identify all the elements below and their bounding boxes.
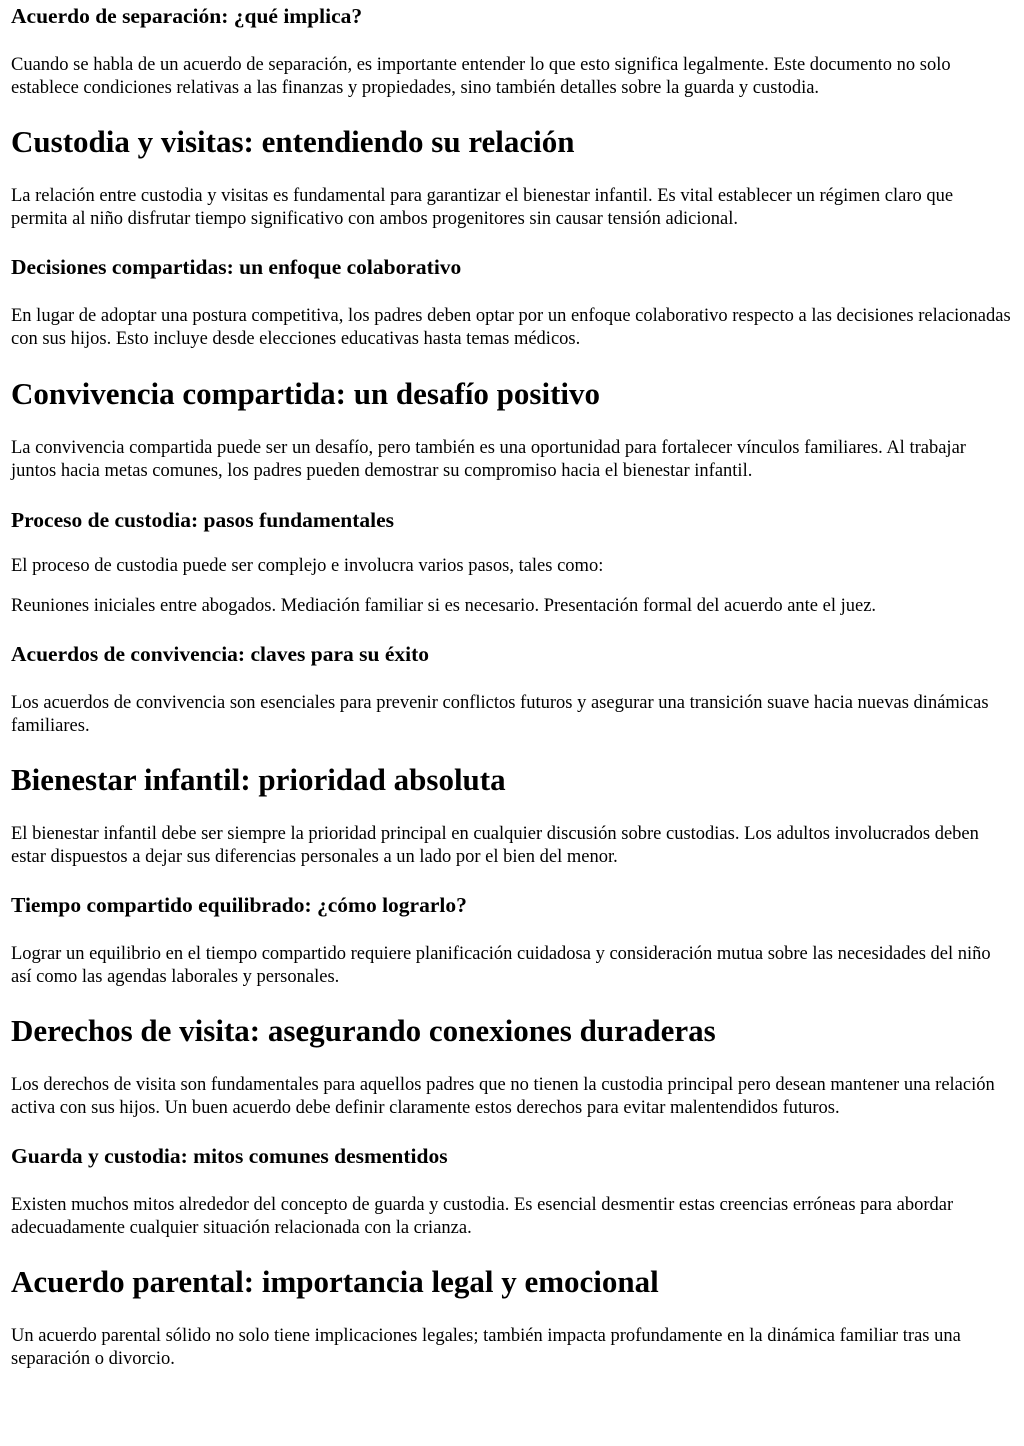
section-guarda-custodia-mitos [11, 1143, 1013, 1240]
section-acuerdo-separacion [11, 0, 1013, 100]
section-paragraph: Cuando se habla de un acuerdo de separación, es importante entender lo que esto significa legalmente. Este documento no solo establece condiciones relativas a las finanzas y propiedades, sino también detalles sobre la guarda y custodia. [11, 55, 951, 98]
section-heading: Proceso de custodia: pasos fundamentales [11, 508, 395, 532]
section-paragraph: El bienestar infantil debe ser siempre la prioridad principal en cualquier discusión sobre custodias. Los adultos involucrados deben estar dispuestos a dejar sus diferencias personales a un lado por el bien del menor. [11, 824, 979, 867]
section-heading: Tiempo compartido equilibrado: ¿cómo lograrlo? [11, 893, 467, 917]
section-paragraph: Reuniones iniciales entre abogados. Mediación familiar si es necesario. Presentación formal del acuerdo ante el juez. [11, 596, 877, 616]
section-paragraph: En lugar de adoptar una postura competitiva, los padres deben optar por un enfoque colaborativo respecto a las decisiones relacionadas con sus hijos. Esto incluye desde elecciones educativas hasta temas médicos. [11, 306, 1011, 349]
section-paragraph: Un acuerdo parental sólido no solo tiene implicaciones legales; también impacta profundamente en la dinámica familiar tras una separación o divorcio. [11, 1326, 961, 1369]
section-heading: Acuerdo parental: importancia legal y emocional [11, 1264, 659, 1299]
section-convivencia-compartida [11, 376, 1013, 483]
section-derechos-visita [11, 1013, 1013, 1120]
section-heading: Convivencia compartida: un desafío positivo [11, 376, 601, 411]
section-heading: Custodia y visitas: entendiendo su relación [11, 124, 575, 159]
section-paragraph: Existen muchos mitos alrededor del concepto de guarda y custodia. Es esencial desmentir estas creencias erróneas para abordar adecuadamente cualquier situación relacionada con la crianza. [11, 1195, 954, 1238]
section-decisiones-compartidas [11, 254, 1013, 351]
section-heading: Decisiones compartidas: un enfoque colaborativo [11, 255, 462, 279]
section-bienestar-infantil [11, 762, 1013, 869]
section-paragraph: La convivencia compartida puede ser un desafío, pero también es una oportunidad para fortalecer vínculos familiares. Al trabajar juntos hacia metas comunes, los padres pueden demostrar su compromiso hacia el bienestar infantil. [11, 438, 966, 481]
section-heading: Derechos de visita: asegurando conexiones duraderas [11, 1013, 716, 1048]
section-custodia-visitas [11, 124, 1013, 231]
section-proceso-custodia [11, 507, 1013, 618]
section-tiempo-compartido [11, 892, 1013, 989]
section-paragraph: El proceso de custodia puede ser complejo e involucra varios pasos, tales como: [11, 556, 604, 576]
section-heading: Acuerdo de separación: ¿qué implica? [11, 4, 363, 28]
section-heading: Acuerdos de convivencia: claves para su éxito [11, 642, 430, 666]
section-acuerdo-parental [11, 1264, 1013, 1371]
section-paragraph: Lograr un equilibrio en el tiempo compartido requiere planificación cuidadosa y consideración mutua sobre las necesidades del niño así como las agendas laborales y personales. [11, 944, 991, 987]
section-heading: Guarda y custodia: mitos comunes desmentidos [11, 1144, 448, 1168]
section-paragraph: La relación entre custodia y visitas es fundamental para garantizar el bienestar infantil. Es vital establecer un régimen claro que permita al niño disfrutar tiempo significativo con ambos progenitores sin causar tensión adicional. [11, 186, 954, 229]
section-acuerdos-convivencia [11, 641, 1013, 738]
section-paragraph: Los acuerdos de convivencia son esenciales para prevenir conflictos futuros y asegurar una transición suave hacia nuevas dinámicas familiares. [11, 693, 989, 736]
section-paragraph: Los derechos de visita son fundamentales para aquellos padres que no tienen la custodia principal pero desean mantener una relación activa con sus hijos. Un buen acuerdo debe definir claramente estos derechos para evitar malentendidos futuros. [11, 1075, 995, 1118]
section-heading: Bienestar infantil: prioridad absoluta [11, 762, 506, 797]
